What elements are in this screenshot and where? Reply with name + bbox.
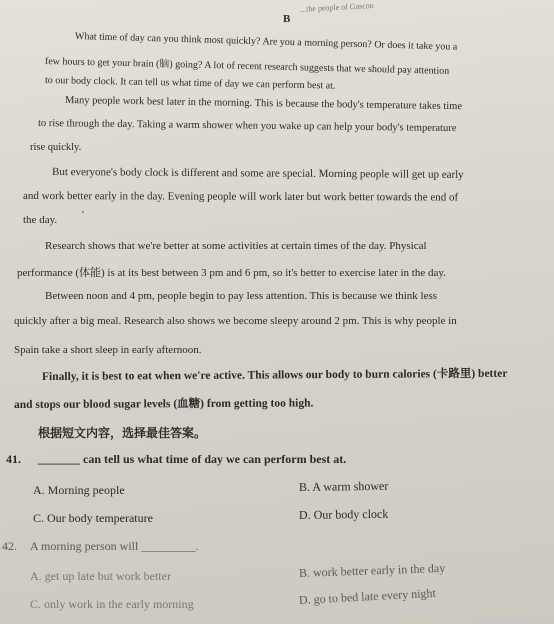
passage-line: What time of day can you think most quickly? Are you a morning person? Or does it take you a [74, 31, 458, 53]
option-a: A. get up late but work better [30, 569, 171, 583]
option-d: D. go to bed late every night [298, 585, 437, 607]
question-stem: _______ can tell us what time of day we can perform best at. [38, 452, 347, 466]
question-stem: A morning person will _________. [30, 539, 199, 553]
passage-line: to our body clock. It can tell us what time of day we can perform best at. [44, 75, 336, 92]
passage-line: Many people work best later in the morning. This is because the body's temperature takes time [64, 95, 463, 113]
passage-line: Spain take a short sleep in early afternoon. [14, 344, 202, 356]
section-letter: B [283, 13, 291, 25]
option-d: D. Our body clock [298, 506, 389, 522]
question-number: 42. [2, 539, 17, 553]
stray-mark: ' [82, 210, 84, 221]
passage-line: quickly after a big meal. Research also shows we become sleepy around 2 pm. This is why people in [14, 315, 457, 327]
option-b: B. A warm shower [298, 478, 389, 494]
passage-line: Research shows that we're better at some activities at certain times of the day. Physical [45, 240, 427, 252]
passage-line: Finally, it is best to eat when we're active. This allows our body to burn calories (卡路里) better [41, 367, 508, 383]
instruction: 根据短文内容，选择最佳答案。 [38, 426, 207, 440]
passage-line: performance (体能) is at its best between 3 pm and 6 pm, so it's better to exercise later in the day. [17, 267, 446, 279]
passage-line: Between noon and 4 pm, people begin to pay less attention. This is because we think less [45, 290, 438, 302]
passage-line: rise quickly. [30, 142, 82, 153]
passage-line: But everyone's body clock is different and some are special. Morning people will get up early [51, 166, 464, 181]
option-c: C. Our body temperature [33, 511, 153, 525]
option-a: A. Morning people [33, 483, 125, 497]
passage-line: few hours to get your brain (脑) going? A lot of recent research suggests that we should pay attention [44, 56, 450, 77]
passage-line: the day. [23, 214, 58, 226]
passage-line: and work better early in the day. Evening people will work later but work better towards the end of [22, 190, 459, 204]
passage-line: to rise through the day. Taking a warm shower when you wake up can help your body's temperature [37, 118, 457, 135]
cut-off-header-text: ...the people of Gascon [299, 0, 374, 14]
passage-line: and stops our blood sugar levels (血糖) from getting too high. [13, 397, 314, 411]
question-number: 41. [6, 452, 21, 466]
option-c: C. only work in the early morning [30, 597, 194, 611]
option-b: B. work better early in the day [298, 560, 446, 580]
